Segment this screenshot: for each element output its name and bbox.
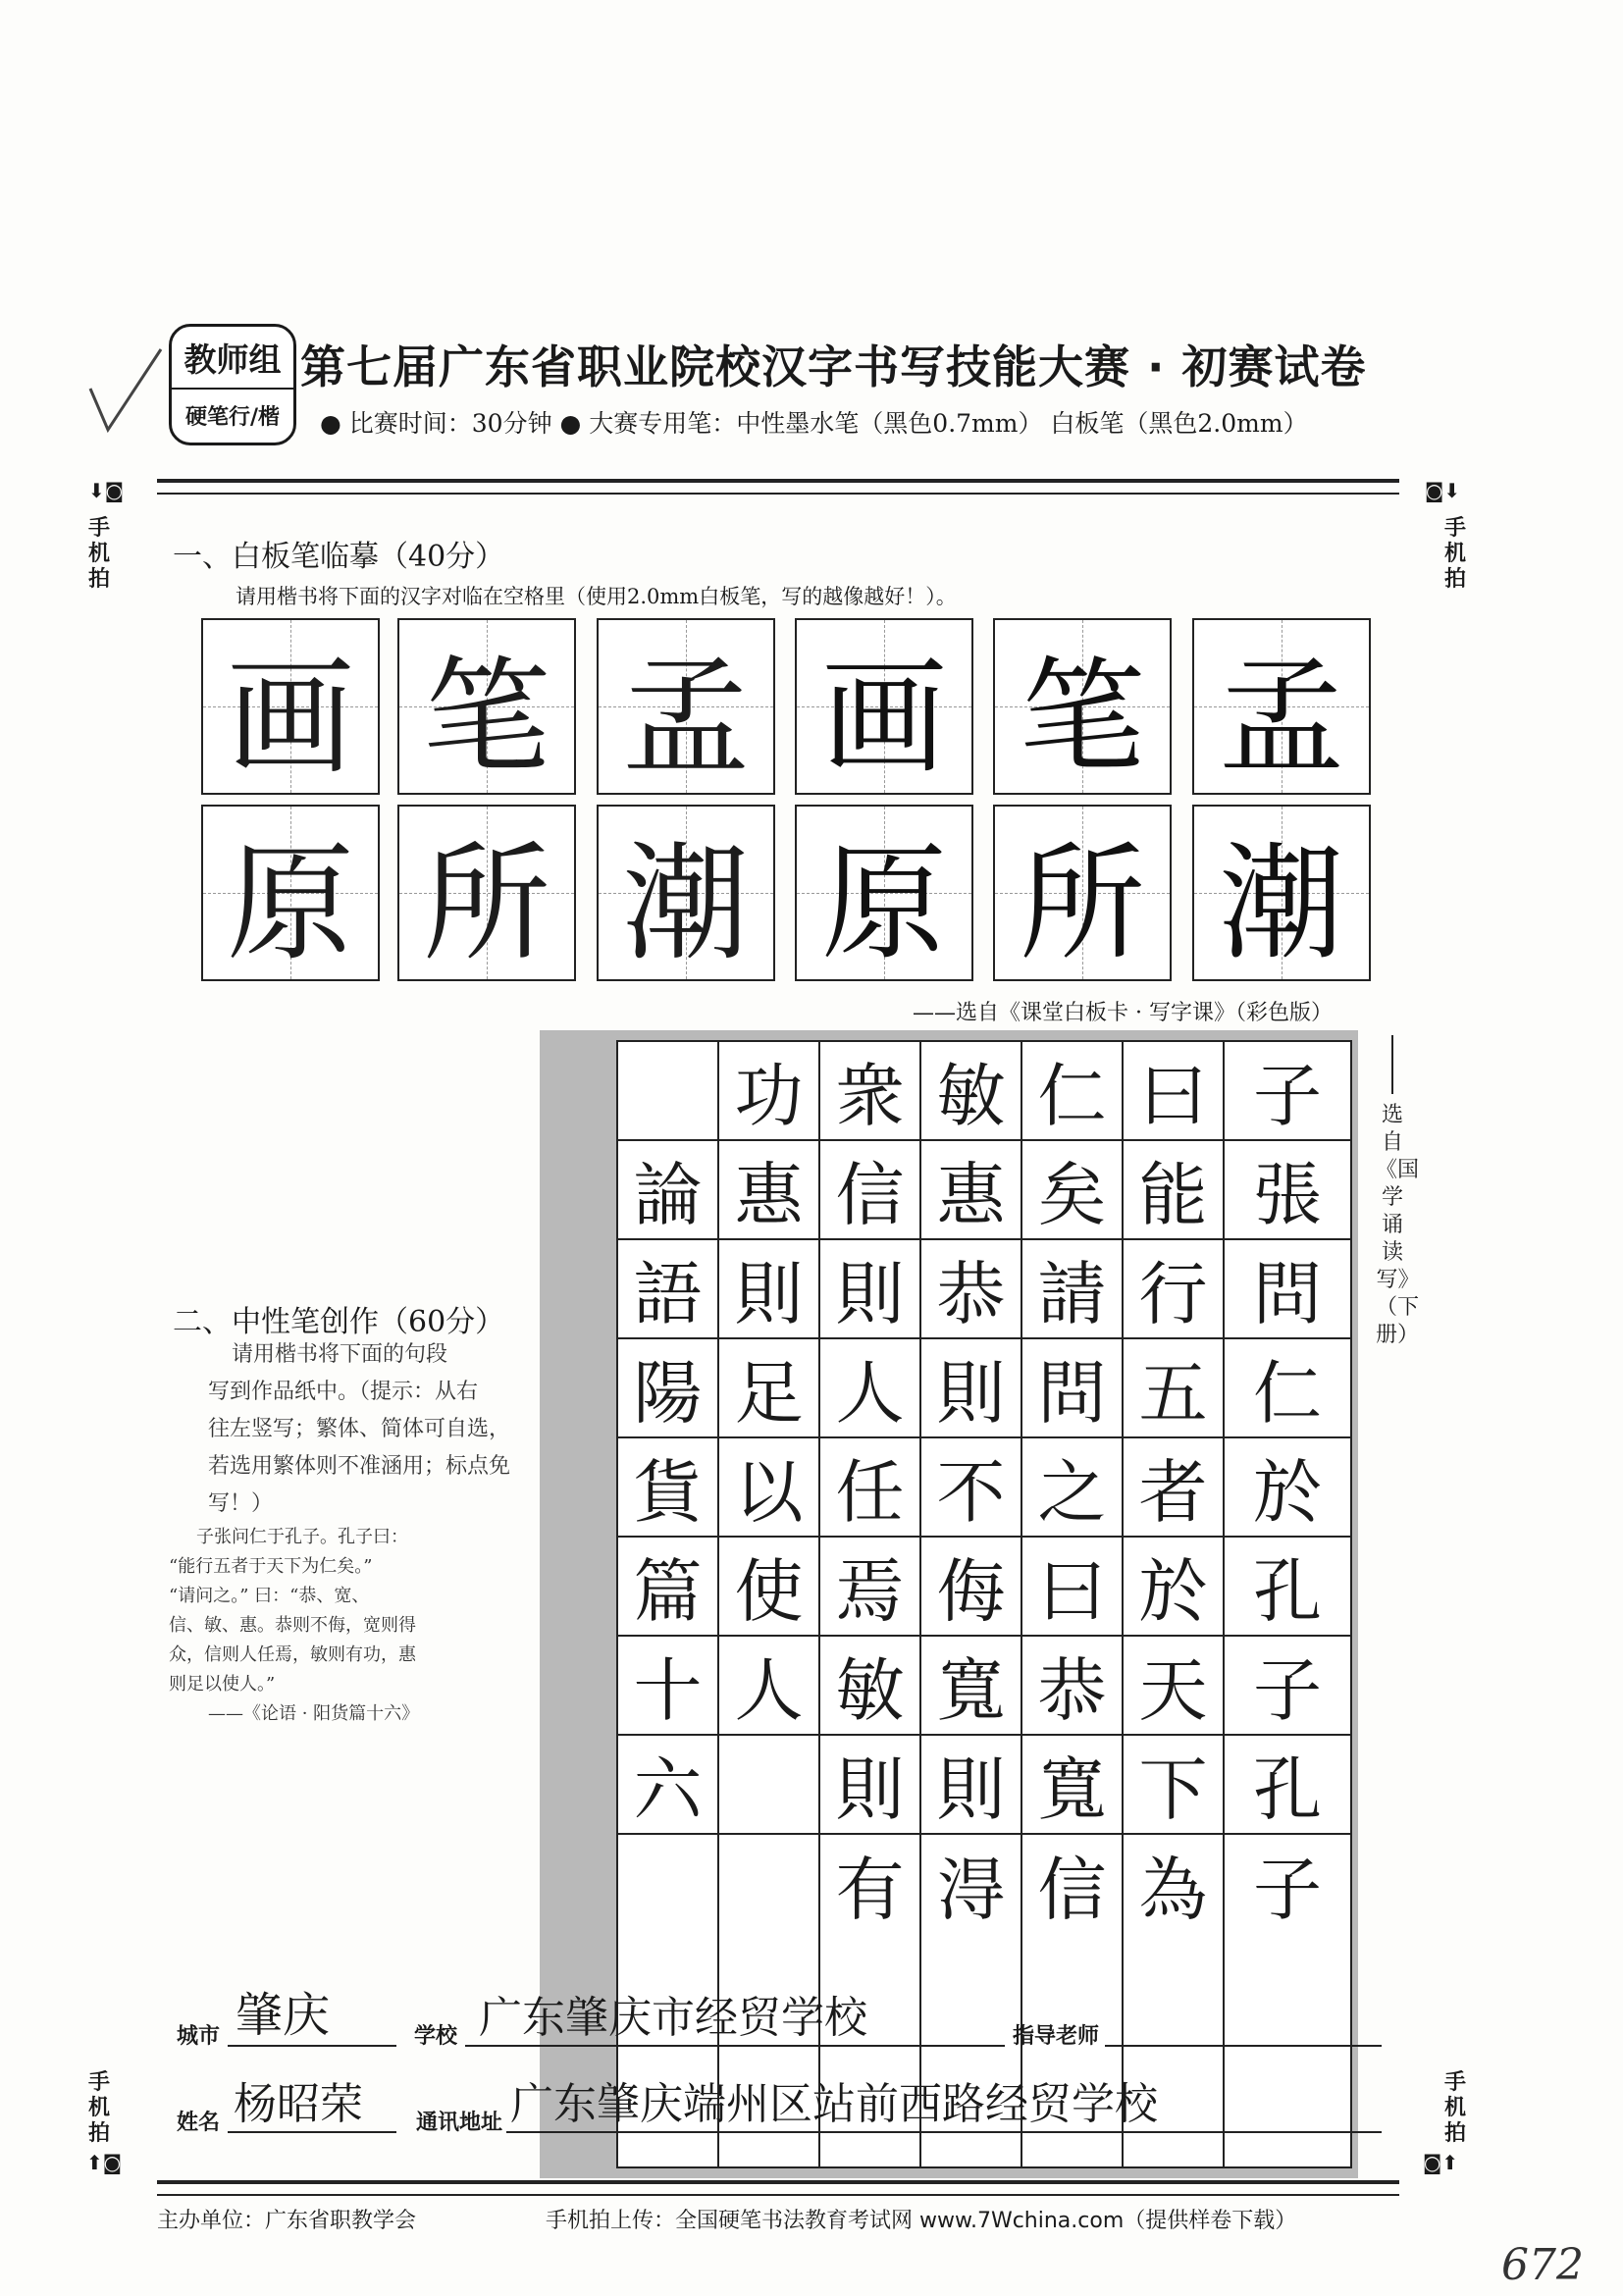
work-cell: 子: [1253, 1850, 1322, 1930]
exam-title: 第七届广东省职业院校汉字书写技能大赛 · 初赛试卷: [300, 340, 1367, 393]
organizer-text: 主办单位：广东省职教学会: [157, 2209, 417, 2233]
work-cell: 恭: [921, 1240, 1021, 1339]
work-cell: 則: [719, 1240, 818, 1339]
work-cell: 六: [618, 1736, 717, 1835]
work-cell: 矣: [1022, 1141, 1122, 1240]
work-cell: 人: [719, 1637, 818, 1736]
work-cell: 焉: [820, 1538, 919, 1637]
work-cell: 下: [1124, 1736, 1223, 1835]
work-cell: 張: [1225, 1141, 1350, 1240]
work-cell: 天: [1124, 1637, 1223, 1736]
school-label: 学校: [414, 2024, 458, 2049]
work-cell: 惠: [921, 1141, 1021, 1240]
teacher-field[interactable]: [1105, 1992, 1382, 2047]
model-box-6: [1192, 805, 1371, 981]
work-cell: 則: [820, 1736, 919, 1835]
top-divider: [157, 479, 1399, 495]
work-cell: 功: [719, 1042, 818, 1141]
school-field[interactable]: [465, 1992, 1005, 2047]
work-cell: 信: [820, 1141, 919, 1240]
work-cell: 有: [835, 1850, 905, 1930]
camera-icon-top-left: ⬇◙: [88, 479, 125, 502]
work-cell: 仁: [1225, 1339, 1350, 1438]
work-cell: 曰: [1124, 1042, 1223, 1141]
model-char-5: 所: [1019, 831, 1145, 977]
upload-text: 手机拍上传：全国硬笔书法教育考试网 www.7Wchina.com（提供样卷下载）: [546, 2209, 1297, 2233]
work-cell: 信: [1037, 1850, 1107, 1930]
work-cell: 篇: [618, 1538, 717, 1637]
handwritten-char-1: 画: [226, 642, 354, 792]
work-cell: 敏: [921, 1042, 1021, 1141]
teacher-label: 指导老师: [1013, 2024, 1100, 2049]
model-box-3: [1192, 618, 1371, 795]
work-cell: 之: [1022, 1438, 1122, 1538]
work-cell: 淂: [936, 1850, 1006, 1930]
city-field[interactable]: [228, 1988, 396, 2047]
work-cell: 十: [618, 1637, 717, 1736]
work-cell: 陽: [618, 1339, 717, 1438]
work-cell: 使: [719, 1538, 818, 1637]
work-cell: 於: [1225, 1438, 1350, 1538]
vertical-source-text: 选自《国学诵读写》（下册）: [1376, 1103, 1420, 1347]
name-field[interactable]: [228, 2078, 396, 2133]
model-char-6: 潮: [1218, 831, 1344, 977]
model-char-2: 笔: [1019, 645, 1145, 791]
exam-subtitle: ● 比赛时间：30分钟 ● 大赛专用笔：中性墨水笔（黑色0.7mm） 白板笔（黑色2.0mm）: [320, 409, 1308, 438]
work-cell: 行: [1124, 1240, 1223, 1339]
address-field[interactable]: [506, 2078, 1382, 2133]
work-cell: 衆: [820, 1042, 919, 1141]
practice-box-2: [397, 618, 576, 795]
work-cell: 子: [1225, 1042, 1350, 1141]
work-cell: 則: [921, 1736, 1021, 1835]
section1-instruction: 请用楷书将下面的汉字对临在空格里（使用2.0mm白板笔，写的越像越好！）。: [236, 585, 957, 608]
work-cell: [719, 1736, 818, 1835]
side-label-top-right: 手 机 拍: [1443, 516, 1466, 592]
city-label: 城市: [177, 2024, 221, 2049]
check-mark-icon: [86, 345, 165, 434]
camera-icon-top-right: ◙⬇: [1425, 479, 1461, 502]
badge-group-label: 教师组: [172, 327, 293, 390]
work-cell: 敏: [820, 1637, 919, 1736]
work-cell: 子: [1225, 1637, 1350, 1736]
work-cell: [618, 1042, 717, 1141]
handwritten-char-6: 潮: [621, 828, 750, 978]
section2-instruction: 请用楷书将下面的句段 写到作品纸中。（提示：从右 往左竖写；繁体、简体可自选， 若选用繁体则不准涵用；标点免 写！）: [208, 1342, 511, 1516]
work-cell: 仁: [1022, 1042, 1122, 1141]
work-cell: 請: [1022, 1240, 1122, 1339]
work-cell: 則: [921, 1339, 1021, 1438]
address-label: 通讯地址: [416, 2111, 503, 2135]
work-cell: 問: [1022, 1339, 1122, 1438]
work-cell: 孔: [1225, 1736, 1350, 1835]
work-cell: 於: [1124, 1538, 1223, 1637]
work-cell: 者: [1124, 1438, 1223, 1538]
work-cell: 曰: [1022, 1538, 1122, 1637]
practice-box-3: [597, 618, 775, 795]
work-cell: 侮: [921, 1538, 1021, 1637]
badge-category-label: 硬笔行/楷: [184, 403, 281, 430]
model-char-4: 原: [820, 831, 947, 977]
practice-box-6: [597, 805, 775, 981]
model-box-4: [795, 805, 973, 981]
model-char-1: 画: [820, 645, 947, 791]
side-label-bottom-left: 手 机 拍: [87, 2070, 110, 2146]
work-cell: 語: [618, 1240, 717, 1339]
section2-title: 二、中性笔创作（60分）: [173, 1305, 505, 1339]
practice-box-5: [397, 805, 576, 981]
work-cell: 不: [921, 1438, 1021, 1538]
school-value: 广东肇庆市经贸学校: [479, 1993, 867, 2043]
camera-icon-bottom-left: ⬆◙: [86, 2151, 123, 2174]
city-value: 肇庆: [236, 1988, 331, 2043]
work-cell: 恭: [1022, 1637, 1122, 1736]
group-badge: [169, 324, 296, 445]
work-cell: 問: [1225, 1240, 1350, 1339]
section1-source: ——选自《课堂白板卡 · 写字课》（彩色版）: [913, 1001, 1333, 1025]
work-cell: 任: [820, 1438, 919, 1538]
name-label: 姓名: [177, 2111, 221, 2135]
address-value: 广东肇庆端州区站前西路经贸学校: [510, 2079, 1158, 2129]
name-value: 杨昭荣: [234, 2079, 363, 2129]
work-cell: 寬: [921, 1637, 1021, 1736]
handwritten-char-3: 孟: [621, 642, 750, 792]
side-label-top-left: 手 机 拍: [87, 516, 110, 592]
practice-box-1: [201, 618, 380, 795]
side-label-bottom-right: 手 机 拍: [1443, 2070, 1466, 2146]
work-cell: 孔: [1225, 1538, 1350, 1637]
work-cell: 貨: [618, 1438, 717, 1538]
work-cell: 足: [719, 1339, 818, 1438]
work-cell: [618, 1835, 717, 1934]
work-cell: 惠: [719, 1141, 818, 1240]
work-cell: [719, 1835, 818, 1934]
model-box-1: [795, 618, 973, 795]
section1-title: 一、白板笔临摹（40分）: [173, 540, 505, 574]
bottom-divider: [157, 2180, 1399, 2196]
work-cell: 寬: [1022, 1736, 1122, 1835]
model-box-5: [993, 805, 1172, 981]
source-dash: [1391, 1035, 1393, 1094]
work-cell: 五: [1124, 1339, 1223, 1438]
handwritten-char-2: 笔: [422, 642, 550, 792]
camera-icon-bottom-right: ◙⬆: [1423, 2151, 1459, 2174]
work-cell: 論: [618, 1141, 717, 1240]
model-box-2: [993, 618, 1172, 795]
section2-vertical-source: [1376, 1035, 1420, 1349]
work-cell: 為: [1138, 1850, 1208, 1930]
work-cell: 以: [719, 1438, 818, 1538]
practice-box-4: [201, 805, 380, 981]
work-cell: 人: [820, 1339, 919, 1438]
section2-quote: 子张问仁于孔子。孔子曰： “能行五者于天下为仁矣。” “请问之。” 曰：“恭、宽、 信、敏、惠。恭则不侮，宽则得 众，信则人任焉，敏则有功，惠 则足以使人。” ——《论语 · 阳货篇十六》: [169, 1527, 420, 1724]
handwritten-char-4: 原: [226, 828, 354, 978]
model-char-3: 孟: [1218, 645, 1344, 791]
page-number: 672: [1501, 2240, 1584, 2290]
work-cell: 能: [1124, 1141, 1223, 1240]
handwritten-char-5: 所: [422, 828, 550, 978]
work-cell: 則: [820, 1240, 919, 1339]
